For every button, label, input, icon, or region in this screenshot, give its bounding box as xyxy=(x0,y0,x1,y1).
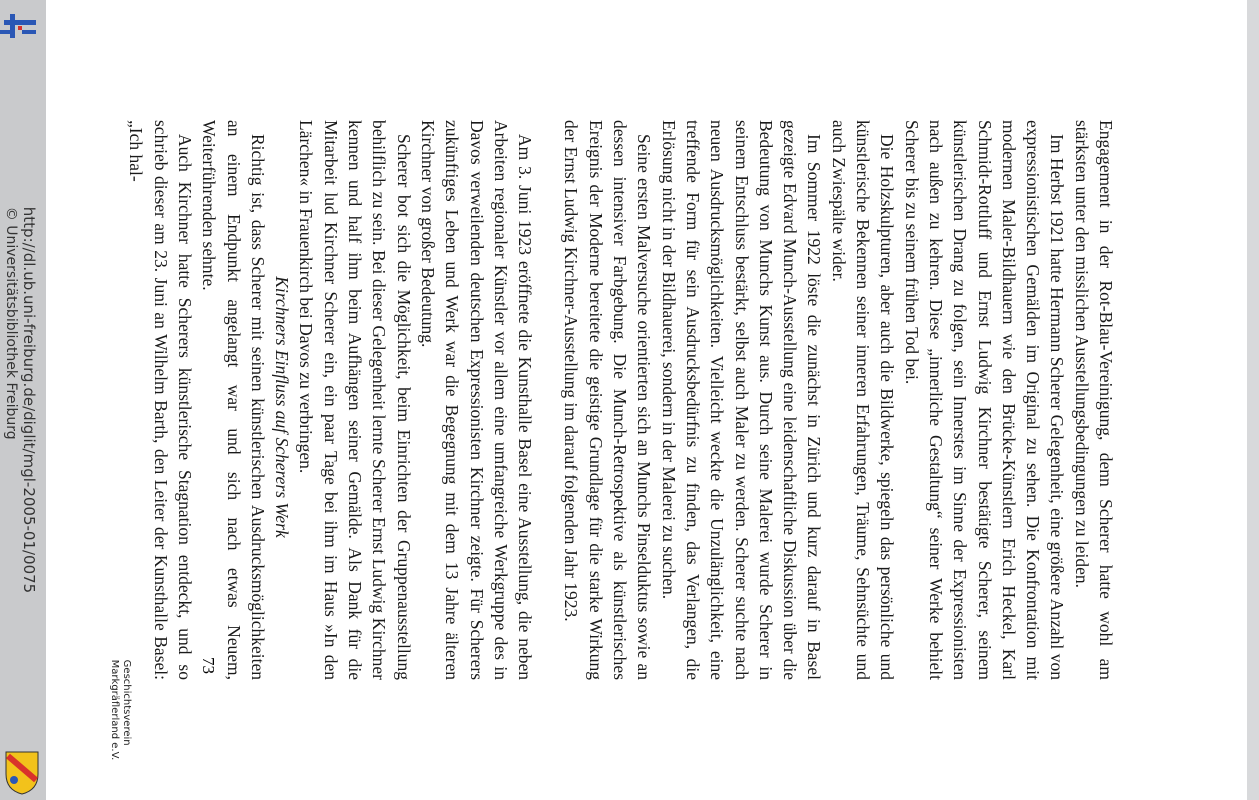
sidebar-source-text xyxy=(2,207,38,593)
paragraph: Engagement in der Rot-Blau-Vereinigung, denn Scherer hatte wohl am stärksten unter den misslichen Ausstellungsbedingungen zu leiden. xyxy=(1071,120,1116,680)
paragraph: Im Sommer 1922 löste die zunächst in Zürich und kurz darauf in Basel gezeigte Edvard Munch-Ausstellung eine leidenschaftliche Diskussion über die Bedeutung von Munchs Kunst aus. Durch seine Malerei wurde Scherer in seinem Entschluss bestärkt, selbst auch Maler zu werden. Scherer suchte nach neuen Ausdrucksmöglichkeiten. Vielleicht weckte die Unzulänglichkeit, eine treffende Form für sein Ausdrucksbedürfnis zu finden, das Verlangen, die Erlösung nicht in der Bildhauerei, sondern in der Malerei zu suchen. xyxy=(658,120,825,680)
paragraph: Richtig ist, dass Scherer mit seinen künstlerischen Ausdrucksmöglichkeiten an einem Endpunkt angelangt war und sich nach etwas Neuem, Weiterführenden sehnte. xyxy=(199,120,268,680)
paragraph: Scherer bot sich die Möglichkeit, beim Einrichten der Gruppenausstellung behilflich zu sein. Bei dieser Gelegenheit lernte Scherer Ernst Ludwig Kirchner kennen und half ihm beim Aufhängen seiner Gemälde. Als Dank für die Mitarbeit lud Kirchner Scherer ein, ein paar Tage bei ihm im Haus »In den Lärchen« in Frauenkirch bei Davos zu verbringen. xyxy=(296,120,414,680)
sidebar-copyright: © Universitätsbibliothek Freiburg xyxy=(3,206,19,440)
left-scan-margin xyxy=(0,0,46,800)
section-heading: Kirchners Einfluss auf Scherers Werk xyxy=(272,276,293,538)
footer-line-1: Geschichtsverein xyxy=(121,659,132,746)
paragraph: Die Holzskulpturen, aber auch die Bildwerke, spiegeln das persönliche und künstlerische Bekennen seiner inneren Erfahrungen, Träume, Sehnsüchte und auch Zwiespälte wider. xyxy=(828,120,898,680)
sidebar-url[interactable]: http://dl.ub.uni-freiburg.de/diglit/mgl-2005-01/0075 xyxy=(20,206,38,594)
page-body xyxy=(124,120,1118,680)
footer-line-2: Markgräflerland e.V. xyxy=(109,659,120,761)
paragraph: Seine ersten Malversuche orientierten sich an Munchs Pinselduktus sowie an dessen intensiver Farbgebung. Die Munch-Retrospektive als künstlerisches Ereignis der Moderne bereitete die geistige Grundlage für die starke Wirkung der Ernst Ludwig Kirchner-Ausstellung im darauf folgenden Jahr 1923. xyxy=(561,120,655,680)
right-scan-edge xyxy=(1247,0,1259,800)
library-logo-icon xyxy=(0,14,40,44)
paragraph: Im Herbst 1921 hatte Hermann Scherer Gelegenheit, eine größere Anzahl von expressionistischen Gemälden im Original zu sehen. Die Konfrontation mit modernen Maler-Bildhauern wie den Brücke-Künstlern Erich Heckel, Karl Schmidt-Rottluff und Ernst Ludwig Kirchner bestätigte Scherer, seinem künstlerischen Drang zu folgen, sein Innerstes im Sinne der Expressionisten nach außen zu kehren. Diese „innerliche Gestaltung“ seiner Werke behielt Scherer bis zu seinem frühen Tod bei. xyxy=(901,120,1068,680)
paragraph: Am 3. Juni 1923 eröffnete die Kunsthalle Basel eine Ausstellung, die neben Arbeiten regionaler Künstler vor allem eine umfangreiche Werkgruppe des in Davos verweilenden deutschen Expressionisten Kirchner zeigte. Für Scherers zukünftiges Leben und Werk war die Begegnung mit dem 13 Jahre älteren Kirchner von großer Bedeutung. xyxy=(417,120,536,680)
paragraph: Auch Kirchner hatte Scherers künstlerische Stagnation entdeckt, und so schrieb dieser am 23. Juni an Wilhelm Barth, den Leiter der Kunsthalle Basel: „Ich hal- xyxy=(126,120,196,680)
page-number: 73 xyxy=(199,657,218,674)
rotated-page xyxy=(126,120,1118,680)
coat-of-arms-icon xyxy=(2,750,42,796)
